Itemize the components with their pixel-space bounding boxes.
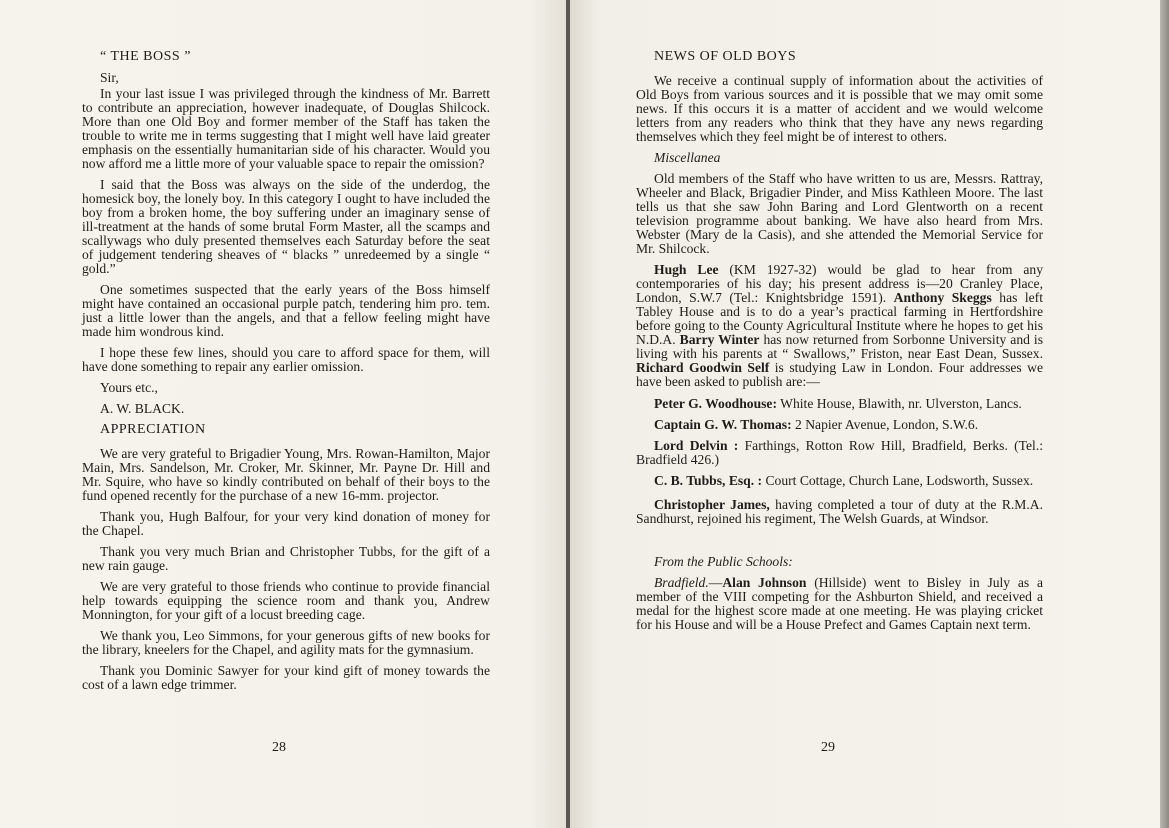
news-intro: We receive a continual supply of information about the activities of Old Boys from various sources and it is possible that we may omit some news. If this occurs it is a matter of accident and we would welcome letters from any readers who think that they have any news regarding themselves which they feel might be of interest to others. xyxy=(636,73,1043,144)
appreciation-paragraph-4: We are very grateful to those friends who continue to provide financial help towards equipping the science room and thank you, Andrew Monnington, for your gift of a locust breeding cage. xyxy=(82,579,490,622)
winter-name: Barry Winter xyxy=(679,332,760,347)
address-entry xyxy=(636,474,1043,488)
address-name: Peter G. Woodhouse: xyxy=(654,396,777,411)
hugh-lee-name: Hugh Lee xyxy=(654,262,719,277)
address-entry xyxy=(636,439,1043,467)
skeggs-name: Anthony Skeggs xyxy=(893,290,992,305)
page-number-left: 28 xyxy=(272,740,286,755)
appreciation-paragraph-3: Thank you very much Brian and Christopher Tubbs, for the gift of a new rain gauge. xyxy=(82,544,490,573)
boss-paragraph-1: In your last issue I was privileged through the kindness of Mr. Barrett to contribute an appreciation, however inadequate, of Douglas Shilcock. More than one Old Boy and former member of the Staff has taken the trouble to write me in terms suggesting that I might well have laid greater emphasis on the essentially humanitarian side of his character. Would you now afford me a little more of your valuable space to repair the omission? xyxy=(82,86,490,171)
address-text: White House, Blawith, nr. Ulverston, Lancs. xyxy=(776,396,1022,411)
address-entry xyxy=(636,418,1043,432)
address-text: Court Cottage, Church Lane, Lodsworth, Sussex. xyxy=(762,473,1034,488)
appreciation-paragraph-1: We are very grateful to Brigadier Young, Mrs. Rowan-Hamilton, Major Main, Mrs. Sandelson, Mr. Croker, Mr. Skinner, Mr. Payne Dr. Hill and Mr. Squire, who have so kindly contributed on behalf of their boys to the fund opened recently for the purchase of a new 16-mm. projector. xyxy=(82,446,490,503)
appreciation-title: APPRECIATION xyxy=(100,422,206,437)
address-name: Captain G. W. Thomas: xyxy=(654,417,792,432)
right-column xyxy=(636,50,1043,639)
james-name: Christopher James, xyxy=(654,497,770,512)
miscellanea-heading: Miscellanea xyxy=(654,150,721,165)
james-text: having completed a tour of duty at the R.M.A. Sandhurst, rejoined his regiment, The Welsh Guards, at Windsor. xyxy=(636,497,1043,526)
skeggs-text: has left Tabley House and is to do a year’s practical farming in Hertfordshire before going to the County Agricultural Institute where he hopes to get his N.D.A. xyxy=(636,290,1043,347)
signoff: Yours etc., xyxy=(100,380,158,395)
christopher-james-paragraph xyxy=(636,498,1043,526)
bradfield-school: Bradfield. xyxy=(654,575,709,590)
appreciation-paragraph-5: We thank you, Leo Simmons, for your generous gifts of new books for the library, kneelers for the Chapel, and agility mats for the gymnasium. xyxy=(82,628,490,657)
signature: A. W. BLACK. xyxy=(100,401,185,416)
address-entry xyxy=(636,397,1043,411)
address-name: Lord Delvin : xyxy=(654,438,739,453)
page-edge xyxy=(1160,0,1169,828)
self-text: is studying Law in London. Four addresses we have been asked to publish are:— xyxy=(636,360,1044,389)
appreciation-paragraph-6: Thank you Dominic Sawyer for your kind gift of money towards the cost of a lawn edge trimmer. xyxy=(82,663,490,692)
address-name: C. B. Tubbs, Esq. : xyxy=(654,473,763,488)
boss-paragraph-3: One sometimes suspected that the early years of the Boss himself might have contained an occasional purple patch, tendering him pro. tem. just a little lower than the angels, and that a fellow feeling might have made him wondrous kind. xyxy=(82,282,490,339)
page-number-right: 29 xyxy=(821,740,835,755)
address-text: Farthings, Rotton Row Hill, Bradfield, Berks. (Tel.: Bradfield 426.) xyxy=(636,438,1043,467)
salutation: Sir, xyxy=(100,70,119,85)
left-page xyxy=(0,0,568,828)
bradfield-paragraph xyxy=(636,576,1043,632)
miscellanea-paragraph: Old members of the Staff who have written to us are, Messrs. Rattray, Wheeler and Black, Brigadier Pinder, and Miss Kathleen Moore. The last tells us that she saw John Baring and Lord Glentworth on a recent television programme about banking. We have also heard from Mrs. Webster (Mary de la Casis), and she attended the Memorial Service for Mr. Shilcock. xyxy=(636,171,1043,256)
self-name: Richard Goodwin Self xyxy=(636,360,770,375)
appreciation-paragraph-2: Thank you, Hugh Balfour, for your very kind donation of money for the Chapel. xyxy=(82,509,490,538)
winter-text: has now returned from Sorbonne University and is living with his parents at “ Swallows,” Friston, near East Dean, Sussex. xyxy=(636,332,1043,361)
left-column xyxy=(82,50,490,699)
alan-johnson-name: Alan Johnson xyxy=(722,575,807,590)
boss-paragraph-4: I hope these few lines, should you care to afford space for them, will have done something to repair any earlier omission. xyxy=(82,345,490,374)
address-text: 2 Napier Avenue, London, S.W.6. xyxy=(791,417,979,432)
public-schools-heading: From the Public Schools: xyxy=(654,554,793,569)
old-boys-news-paragraph xyxy=(636,263,1043,389)
boss-letter-title: “ THE BOSS ” xyxy=(100,49,191,64)
hugh-lee-text: (KM 1927-32) would be glad to hear from any contemporaries of his day; his present address is—20 Cranley Place, London, S.W.7 (Tel.: Knightsbridge 1591). xyxy=(636,262,1043,305)
bradfield-text: (Hillside) went to Bisley in July as a member of the VIII competing for the Ashburton Shield, and received a medal for the highest score made at one meeting. He was playing cricket for his House and will be a House Prefect and Games Captain next term. xyxy=(636,575,1043,632)
news-title: NEWS OF OLD BOYS xyxy=(654,49,797,64)
boss-paragraph-2: I said that the Boss was always on the side of the underdog, the homesick boy, the lonely boy. In this category I ought to have included the boy from a broken home, the boy suffering under an imaginary sense of ill-treatment at the hands of some brutal Form Master, all the scamps and scallywags who duly presented themselves each Saturday before the seat of judgement tendering sheaves of “ blacks ” unredeemed by a single “ gold.” xyxy=(82,177,490,276)
bradfield-dash: — xyxy=(708,575,723,590)
